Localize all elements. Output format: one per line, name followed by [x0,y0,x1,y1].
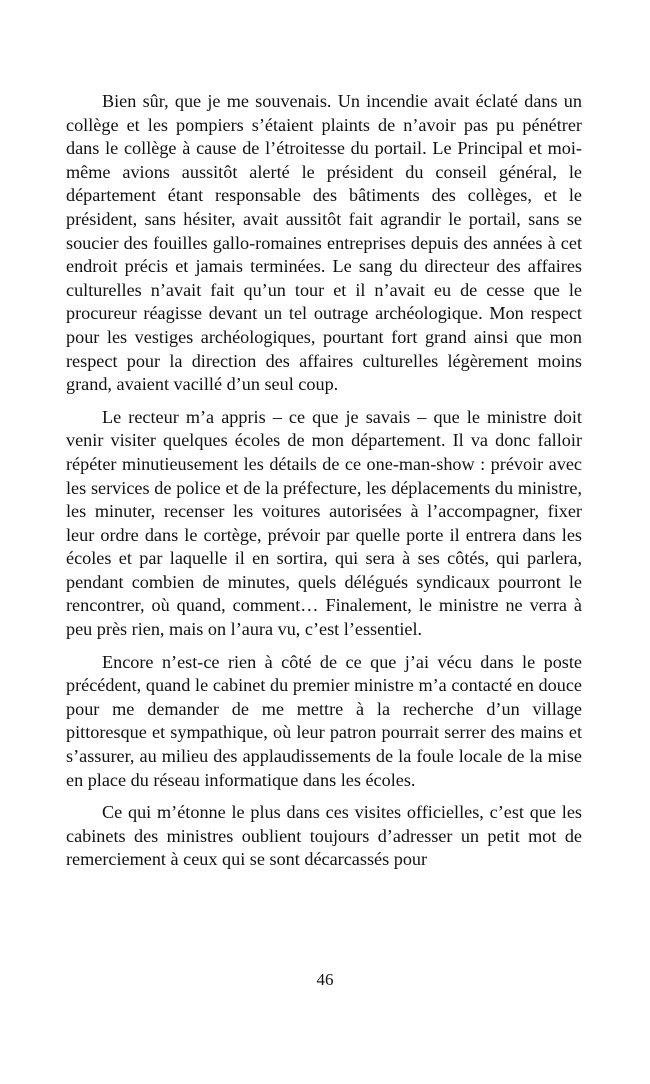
paragraph-4: Ce qui m’étonne le plus dans ces visites officielles, c’est que les cabinets des ministres oublient toujours d’adresser un petit mot de remerciement à ceux qui se sont décarcassés pour [66,802,582,870]
paragraph-1: Bien sûr, que je me souvenais. Un incendie avait éclaté dans un collège et les pompiers s’étaient plaints de n’avoir pas pu pénétrer dans le collège à cause de l’étroitesse du portail. Le Principal et moi-même avions aussitôt alerté le président du conseil général, le département étant responsable des bâtiments des collèges, et le président, sans hésiter, avait aussitôt fait agrandir le portail, sans se soucier des fouilles gallo-romaines entreprises depuis des années à cet endroit précis et jamais terminées. Le sang du directeur des affaires culturelles n’avait fait qu’un tour et il n’avait eu de cesse que le procureur réagisse devant un tel outrage archéologique. Mon respect pour les vestiges archéologiques, pourtant fort grand ainsi que mon respect pour la direction des affaires culturelles légèrement moins grand, avaient vacillé d’un seul coup. [66,91,582,395]
paragraph-2: Le recteur m’a appris – ce que je savais – que le ministre doit venir visiter quelques écoles de mon département. Il va donc falloir répéter minutieusement les détails de ce one-man-show : prévoir avec les services de police et de la préfecture, les déplacements du ministre, les minuter, recenser les voitures autorisées à l’accompagner, fixer leur ordre dans le cortège, prévoir par quelle porte il entrera dans les écoles et par laquelle il en sortira, qui sera à ses côtés, qui parlera, pendant combien de minutes, quels délégués syndicaux pourront le rencontrer, où quand, comment… Finalement, le ministre ne verra à peu près rien, mais on l’aura vu, c’est l’essentiel. [66,406,582,640]
page-body [66,90,582,881]
paragraph-3: Encore n’est-ce rien à côté de ce que j’ai vécu dans le poste précédent, quand le cabinet du premier ministre m’a contacté en douce pour me demander de me mettre à la recherche d’un village pittoresque et sympathique, où leur patron pourrait serrer des mains et s’assurer, au milieu des applaudissements de la foule locale de la mise en place du réseau informatique dans les écoles. [66,651,582,790]
page-number: 46 [316,970,334,989]
